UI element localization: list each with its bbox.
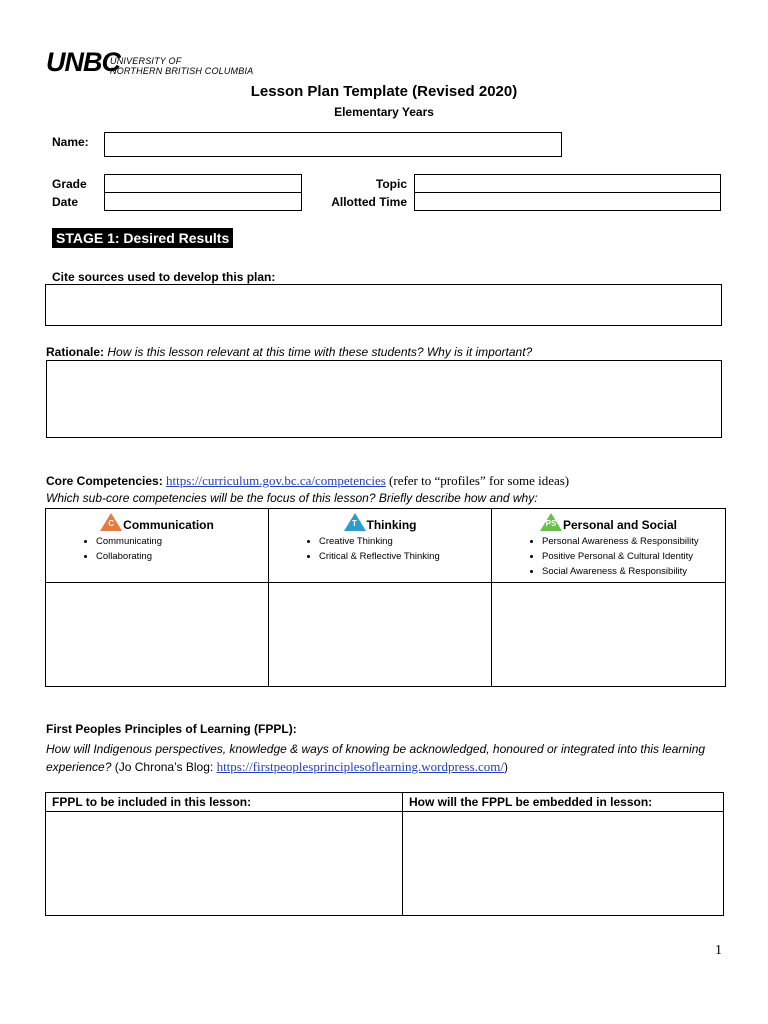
allotted-time-field[interactable] <box>414 192 721 211</box>
topic-label: Topic <box>375 177 407 191</box>
communication-list <box>46 534 268 564</box>
grade-field[interactable] <box>104 174 302 193</box>
list-item: • Critical & Reflective Thinking <box>319 549 491 564</box>
fppl-embedded-field[interactable] <box>403 812 724 916</box>
fppl-blog-suffix: ) <box>503 760 508 774</box>
rationale-field[interactable] <box>46 360 722 438</box>
allotted-time-label: Allotted Time <box>331 195 407 209</box>
thinking-list <box>269 534 491 564</box>
list-item: • Personal Awareness & Responsibility <box>542 534 725 549</box>
thinking-header <box>269 513 491 532</box>
core-competencies-table <box>45 508 726 687</box>
core-competencies-note: (refer to “profiles” for some ideas) <box>385 473 570 488</box>
grade-label: Grade <box>52 177 87 191</box>
core-competencies-label: Core Competencies: <box>46 474 163 488</box>
topic-field[interactable] <box>414 174 721 193</box>
personal-social-list <box>492 534 725 579</box>
fppl-blog-prefix: (Jo Chrona’s Blog: <box>111 760 217 774</box>
fppl-table <box>45 792 724 916</box>
rationale-prompt <box>46 345 532 359</box>
core-competencies-line <box>46 473 569 489</box>
fppl-col-2-header: How will the FPPL be embedded in lesson: <box>403 793 724 812</box>
stage-1-heading: STAGE 1: Desired Results <box>52 228 233 248</box>
cite-sources-field[interactable] <box>45 284 722 326</box>
page-subtitle: Elementary Years <box>334 105 434 119</box>
page-number: 1 <box>715 943 722 958</box>
list-item: • Social Awareness & Responsibility <box>542 564 725 579</box>
core-competencies-link[interactable]: https://curriculum.gov.bc.ca/competencies <box>166 473 386 488</box>
fppl-blog-link[interactable]: https://firstpeoplesprinciplesoflearning.wordpress.com/ <box>216 759 504 774</box>
list-item: • Creative Thinking <box>319 534 491 549</box>
logo-line-1: UNIVERSITY OF <box>110 56 182 66</box>
date-label: Date <box>52 195 79 209</box>
cite-sources-label: Cite sources used to develop this plan: <box>52 270 276 284</box>
thinking-response-field[interactable] <box>269 583 492 687</box>
thinking-cell <box>269 509 492 583</box>
fppl-col-1-header: FPPL to be included in this lesson: <box>46 793 403 812</box>
rationale-question: How is this lesson relevant at this time with these students? Why is it important? <box>104 345 533 359</box>
fppl-included-field[interactable] <box>46 812 403 916</box>
communication-cell <box>46 509 269 583</box>
personal-social-triangle-icon: PS <box>540 513 562 531</box>
name-label: Name: <box>52 135 89 149</box>
page-title: Lesson Plan Template (Revised 2020) <box>250 83 518 100</box>
personal-social-response-field[interactable] <box>492 583 726 687</box>
personal-social-header <box>492 513 725 532</box>
rationale-label: Rationale: <box>46 345 105 359</box>
list-item: • Collaborating <box>96 549 268 564</box>
list-item: • Communicating <box>96 534 268 549</box>
fppl-heading: First Peoples Principles of Learning (FPPL): <box>46 722 297 736</box>
communication-header <box>46 513 268 532</box>
date-field[interactable] <box>104 192 302 211</box>
communication-triangle-icon: C <box>100 513 122 531</box>
name-field[interactable] <box>104 132 562 157</box>
core-competencies-question: Which sub-core competencies will be the focus of this lesson? Briefly describe how and why: <box>46 491 538 505</box>
list-item: • Positive Personal & Cultural Identity <box>542 549 725 564</box>
unbc-logo-text <box>110 56 253 76</box>
thinking-triangle-icon: T <box>344 513 366 531</box>
personal-social-title: Personal and Social <box>562 518 678 532</box>
communication-title: Communication <box>123 518 214 532</box>
fppl-question: How will Indigenous perspectives, knowledge & ways of knowing be acknowledged, honoured or integrated into this learning experience? <box>46 742 706 774</box>
thinking-title: Thinking <box>366 518 417 532</box>
communication-response-field[interactable] <box>46 583 269 687</box>
personal-social-cell <box>492 509 726 583</box>
unbc-logo-mark: UNBC <box>46 47 120 77</box>
logo-line-2: NORTHERN BRITISH COLUMBIA <box>110 66 254 76</box>
fppl-prompt <box>46 740 726 776</box>
